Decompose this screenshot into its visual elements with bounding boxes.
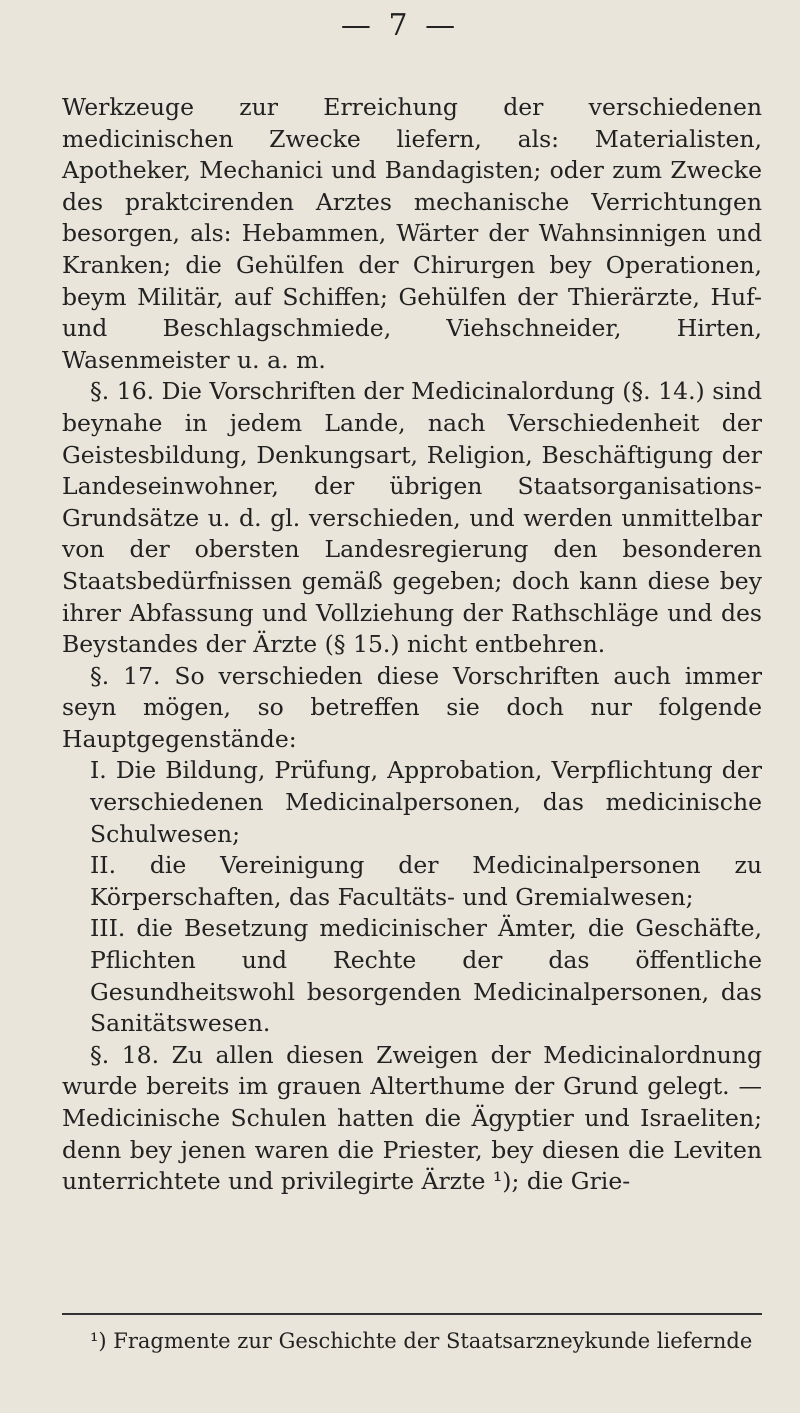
paragraph-section-18: §. 18. Zu allen diesen Zweigen der Medicinalordnung wurde bereits im grauen Alterthume der Grund gelegt. — Medicinische Schulen hatten die Ägyptier und Israeliten; denn bey jenen waren die Priester, bey diesen die Leviten unterrichtete und privilegirte Ärzte ¹); die Grie- — [62, 1040, 762, 1196]
body-text — [62, 92, 762, 1198]
page-number: — 7 — — [340, 8, 460, 43]
footnote: ¹) Fragmente zur Geschichte der Staatsarzneykunde liefernde — [90, 1329, 753, 1353]
paragraph-continuation: Werkzeuge zur Erreichung der verschiedenen medicinischen Zwecke liefern, als: Materialisten, Apotheker, Mechanici und Bandagisten; oder zum Zwecke des praktcirenden Arztes mechanische Verrichtungen besorgen, als: Hebammen, Wärter der Wahnsinnigen und Kranken; die Gehülfen der Chirurgen bey Operationen, beym Militär, auf Schiffen; Gehülfen der Thierärzte, Huf- und Beschlagschmiede, Viehschneider, Hirten, Wasenmeister u. a. m. — [62, 93, 762, 374]
list-item-facultaetswesen: II. die Vereinigung der Medicinalpersonen zu Körperschaften, das Facultäts- und Gremialwesen; — [90, 851, 762, 911]
footnote-divider — [62, 1313, 762, 1315]
list-item-sanitaetswesen: III. die Besetzung medicinischer Ämter, die Geschäfte, Pflichten und Rechte der das öffentliche Gesundheitswohl besorgenden Medicinalpersonen, das Sanitätswesen. — [90, 914, 762, 1038]
paragraph-section-16: §. 16. Die Vorschriften der Medicinalordung (§. 14.) sind beynahe in jedem Lande, nach Verschiedenheit der Geistesbildung, Denkungsart, Religion, Beschäftigung der Landeseinwohner, der übrigen Staatsorganisations-Grundsätze u. d. gl. verschieden, und werden unmittelbar von der obersten Landesregierung den besonderen Staatsbedürfnissen gemäß gegeben; doch kann diese bey ihrer Abfassung und Vollziehung der Rathschläge und des Beystandes der Ärzte (§ 15.) nicht entbehren. — [62, 377, 762, 659]
paragraph-section-17: §. 17. So verschieden diese Vorschriften auch immer seyn mögen, so betreffen sie doch nur folgende Hauptgegenstände: — [62, 661, 762, 753]
list-item-schulwesen: I. Die Bildung, Prüfung, Approbation, Verpflichtung der verschiedenen Medicinalpersonen, das medicinische Schulwesen; — [90, 756, 762, 848]
